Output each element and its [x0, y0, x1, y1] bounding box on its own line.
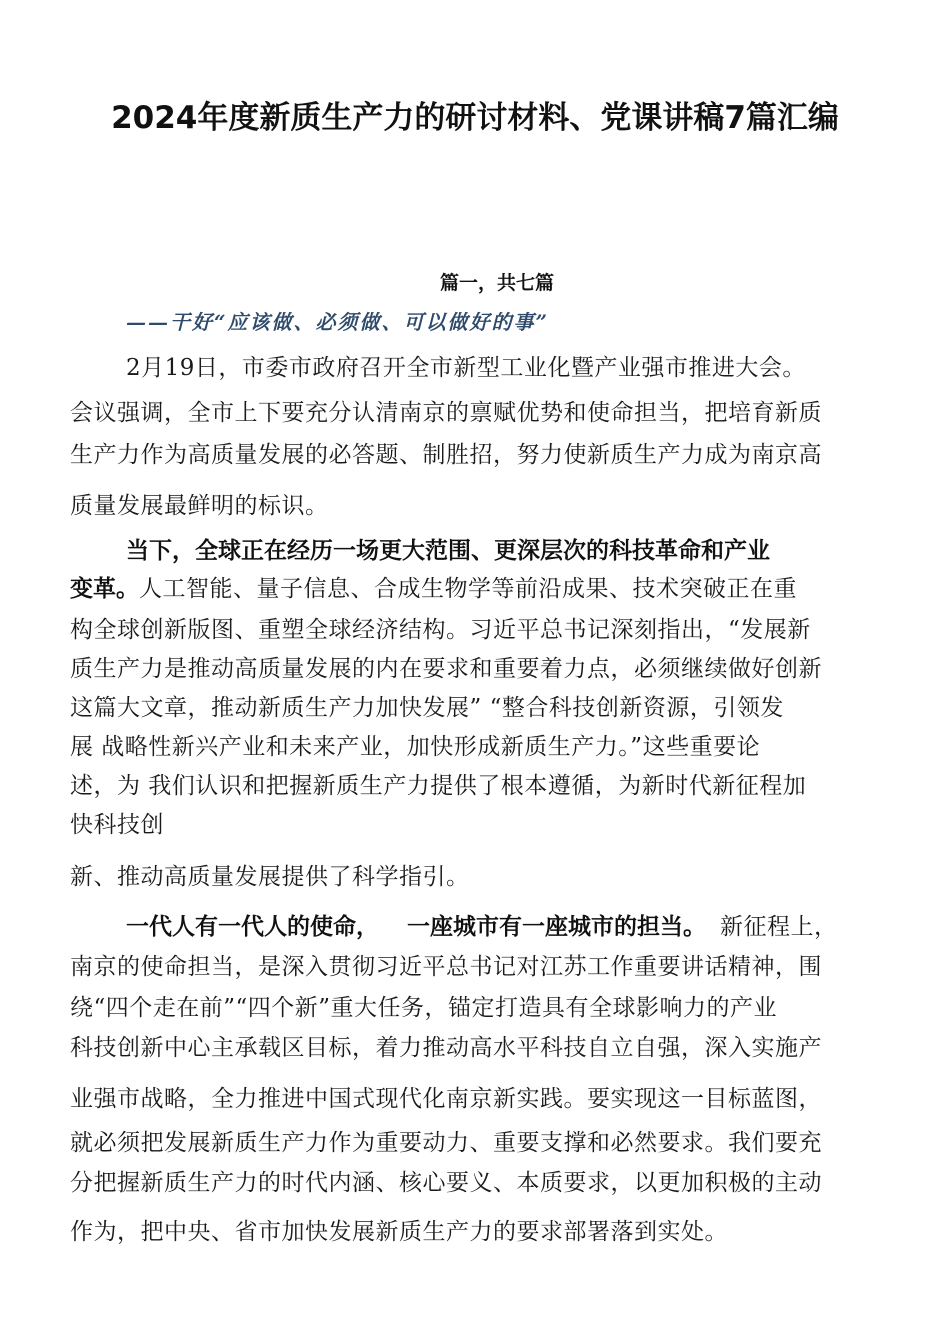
- paragraph-line: 质生产力是推动高质量发展的内在要求和重要着力点，必须继续做好创新: [70, 656, 822, 682]
- paragraph-line: 述，为 我们认识和把握新质生产力提供了根本遵循，为新时代新征程加: [70, 773, 807, 799]
- paragraph-line: 快科技创: [70, 812, 164, 838]
- bold-lead-sentence-end: 变革。: [70, 576, 139, 602]
- paragraph-line: 新、推动高质量发展提供了科学指引。: [70, 864, 470, 890]
- paragraph-line: 展 战略性新兴产业和未来产业，加快形成新质生产力。”这些重要论: [70, 734, 761, 760]
- paragraph-line: 科技创新中心主承载区目标，着力推动高水平科技自立自强，深入实施产: [70, 1035, 822, 1061]
- bold-lead-part-a: 一代人有一代人的使命，: [126, 914, 379, 940]
- paragraph-line: 质量发展最鲜明的标识。: [70, 493, 329, 519]
- paragraph-line: [126, 908, 838, 941]
- paragraph-line-rest: 新征程上，: [720, 914, 838, 940]
- paragraph-line: 绕“四个走在前”“四个新”重大任务，锚定打造具有全球影响力的产业: [70, 995, 778, 1021]
- paragraph-line: [70, 570, 797, 603]
- paragraph-line: 南京的使命担当，是深入贯彻习近平总书记对江苏工作重要讲话精神，围: [70, 954, 822, 980]
- document-title: 2024年度新质生产力的研讨材料、党课讲稿7篇汇编: [111, 100, 839, 136]
- paragraph-line: 这篇大文章，推动新质生产力加快发展” “整合科技创新资源，引领发: [70, 695, 784, 721]
- paragraph-line: 作为，把中央、省市加快发展新质生产力的要求部署落到实处。: [70, 1219, 728, 1245]
- paragraph-line: 就必须把发展新质生产力作为重要动力、重要支撑和必然要求。我们要充: [70, 1130, 822, 1156]
- paragraph-line-rest: 人工智能、量子信息、合成生物学等前沿成果、技术突破正在重: [139, 576, 797, 602]
- section-heading: 篇一，共七篇: [440, 272, 555, 294]
- paragraph-line: 业强市战略，全力推进中国式现代化南京新实践。要实现这一目标蓝图，: [70, 1086, 822, 1112]
- paragraph-line: 生产力作为高质量发展的必答题、制胜招，努力使新质生产力成为南京高: [70, 442, 822, 468]
- bold-lead-part-b: 一座城市有一座城市的担当。: [407, 914, 706, 940]
- section-subtitle: ——干好“应该做、必须做、可以做好的事”: [126, 310, 550, 334]
- paragraph-line: 分把握新质生产力的时代内涵、核心要义、本质要求，以更加积极的主动: [70, 1170, 822, 1196]
- paragraph-line: 会议强调，全市上下要充分认清南京的禀赋优势和使命担当，把培育新质: [70, 400, 822, 426]
- paragraph-line: 2月19日，市委市政府召开全市新型工业化暨产业强市推进大会。: [126, 355, 806, 381]
- bold-lead-sentence: 当下，全球正在经历一场更大范围、更深层次的科技革命和产业: [126, 538, 770, 564]
- paragraph-line: 构全球创新版图、重塑全球经济结构。习近平总书记深刻指出，“发展新: [70, 617, 811, 643]
